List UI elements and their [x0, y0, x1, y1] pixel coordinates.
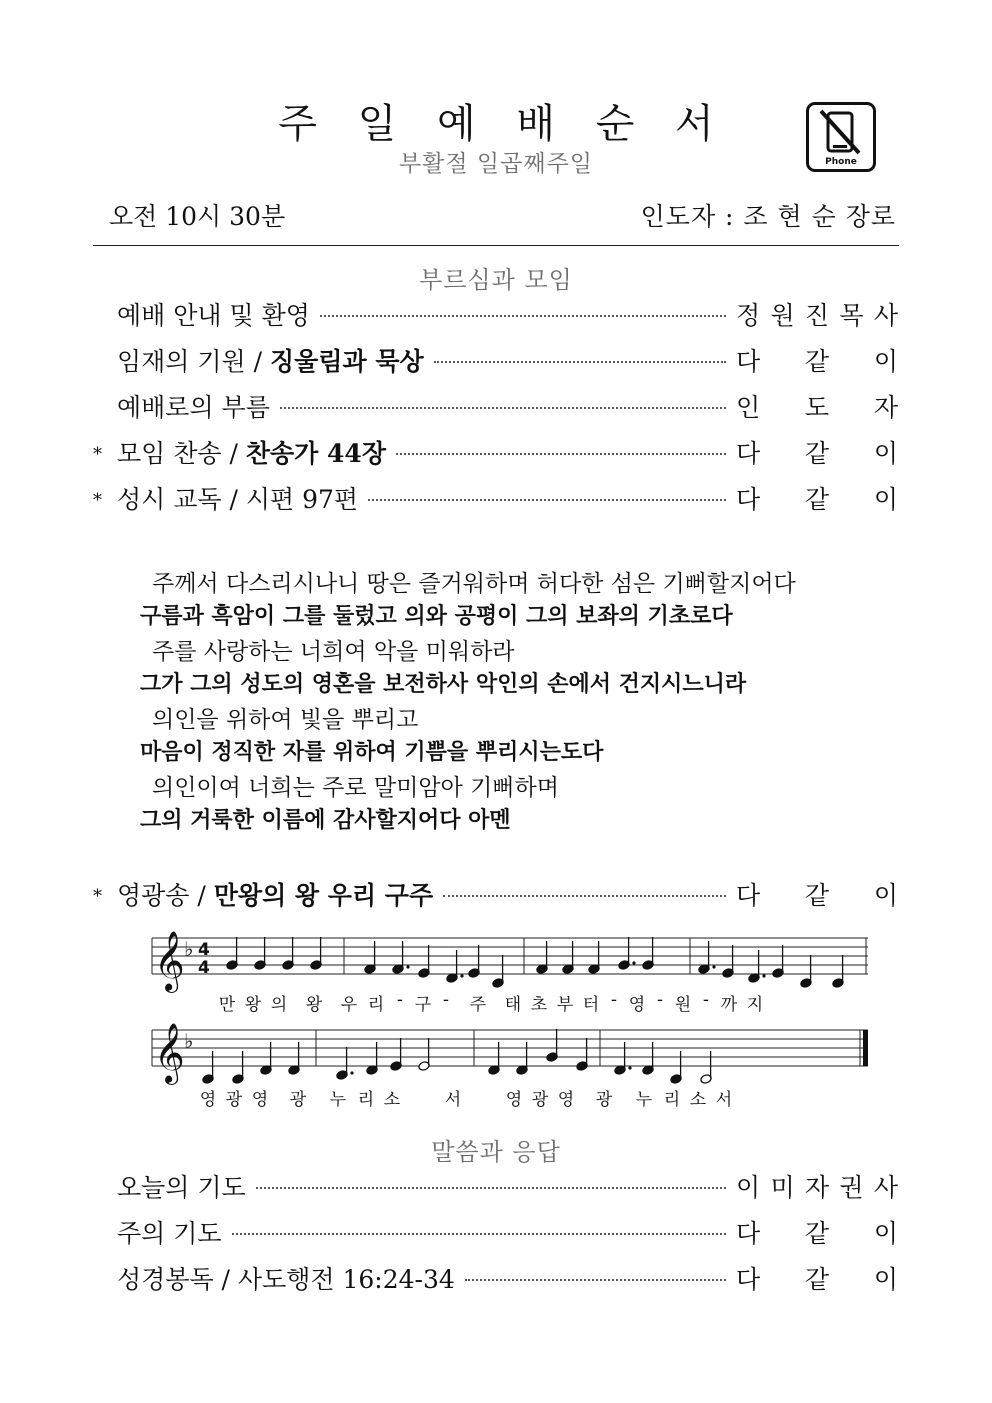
dot-leader: [280, 407, 726, 409]
lyric-syllable: -: [702, 990, 710, 1010]
order-item-label: 예배 안내 및 환영: [117, 301, 310, 330]
order-item-word: [93, 1260, 898, 1298]
lyric-syllable: -: [610, 990, 618, 1010]
lyric-syllable: 리: [663, 1090, 681, 1110]
score-lyrics-line2: [195, 1085, 737, 1110]
order-item-gathering: [93, 434, 898, 472]
order-item-label: 성경봉독 / 사도행전 16:24-34: [117, 1265, 455, 1294]
order-item-responder: 다 같 이: [736, 485, 898, 514]
flat-key-icon: ♭: [184, 1029, 194, 1053]
dot-leader: [368, 499, 726, 501]
order-item-label: 오늘의 기도: [117, 1173, 246, 1202]
lyric-syllable: 의: [270, 995, 288, 1015]
lyric-syllable: 리: [367, 995, 385, 1015]
lyric-syllable: -: [396, 990, 404, 1010]
time-signature-top: 4: [198, 940, 210, 960]
lyric-syllable: 만: [218, 995, 236, 1015]
order-item-responder: 이 미 자 권 사: [736, 1173, 898, 1202]
lyric-syllable: 서: [444, 1090, 462, 1110]
lyric-syllable: 우: [340, 995, 358, 1015]
psalm-congregation-line: 구름과 흑암이 그를 둘렀고 의와 공평이 그의 보좌의 기초로다: [140, 604, 733, 629]
order-item-gathering: [93, 342, 898, 380]
lyric-syllable: 까: [720, 995, 738, 1015]
header-divider: [93, 245, 899, 246]
page-title: 주 일 예 배 순 서: [278, 101, 728, 147]
page-subtitle: 부활절 일곱째주일: [398, 151, 594, 177]
treble-clef-icon: 𝄞: [154, 931, 185, 991]
lyric-syllable: 광: [225, 1090, 243, 1110]
order-item-responder: 다 같 이: [736, 1265, 898, 1294]
flat-key-icon: ♭: [184, 937, 194, 961]
section-heading-word: 말씀과 응답: [431, 1138, 561, 1166]
section-heading-gathering: 부르심과 모임: [419, 266, 573, 294]
order-item-gathering: [93, 296, 898, 334]
order-item-emphasis: 찬송가 44장: [245, 439, 386, 468]
order-item-responder: 다 같 이: [736, 1219, 898, 1248]
psalm-leader-line: 주를 사랑하는 너희여 악을 미워하라: [152, 639, 515, 665]
dot-leader: [443, 895, 726, 897]
lyric-syllable: 왕: [305, 995, 323, 1015]
lyric-syllable: 영: [557, 1090, 575, 1110]
lyric-syllable: 소: [689, 1090, 707, 1110]
order-item-gathering: [93, 480, 898, 518]
order-item-responder: 다 같 이: [736, 439, 898, 468]
psalm-leader-line: 의인을 위하여 빛을 뿌리고: [152, 707, 419, 733]
order-item-label: 예배로의 부름: [117, 393, 270, 422]
lyric-syllable: 원: [674, 995, 692, 1015]
order-item-doxology: [93, 876, 898, 914]
order-item-word: [93, 1168, 898, 1206]
lyric-syllable: 소: [383, 1090, 401, 1110]
lyric-syllable: 영: [199, 1090, 217, 1110]
lyric-syllable: -: [656, 990, 664, 1010]
lyric-syllable: 구: [414, 995, 432, 1015]
lyric-syllable: 주: [469, 995, 487, 1015]
order-item-label: 임재의 기원 / 징울림과 묵상: [117, 347, 424, 376]
lyric-syllable: 터: [582, 995, 600, 1015]
lyric-syllable: 부: [556, 995, 574, 1015]
lyric-syllable: -: [442, 990, 450, 1010]
psalm-congregation-line: 마음이 정직한 자를 위하여 기쁨을 뿌리시는도다: [140, 740, 604, 765]
dot-leader: [396, 453, 726, 455]
order-item-gathering: [93, 388, 898, 426]
lyric-syllable: 영: [251, 1090, 269, 1110]
required-standing-mark: *: [93, 490, 102, 511]
score-lyrics-line1: [214, 990, 768, 1015]
dot-leader: [320, 315, 726, 317]
lyric-syllable: 광: [595, 1090, 613, 1110]
lyric-syllable: 지: [746, 995, 764, 1015]
lyric-syllable: 누: [635, 1090, 653, 1110]
lyric-syllable: 리: [357, 1090, 375, 1110]
service-time: 오전 10시 30분: [109, 202, 286, 231]
dot-leader: [256, 1187, 726, 1189]
treble-clef-icon: 𝄞: [154, 1023, 185, 1083]
lyric-syllable: 영: [505, 1090, 523, 1110]
lyric-syllable: 태: [504, 995, 522, 1015]
lyric-syllable: 왕: [244, 995, 262, 1015]
dot-leader: [434, 361, 726, 363]
order-item-responder: 인 도 자: [736, 393, 898, 422]
dot-leader: [465, 1279, 726, 1281]
no-phone-icon: [806, 102, 876, 172]
order-item-label: 성시 교독 / 시편 97편: [117, 485, 359, 514]
lyric-syllable: 서: [715, 1090, 733, 1110]
order-item-label: 모임 찬송 / 찬송가 44장: [117, 439, 386, 468]
order-item-emphasis: 만왕의 왕 우리 구주: [213, 881, 434, 910]
phone-label: Phone: [825, 157, 857, 167]
required-standing-mark: *: [93, 886, 102, 907]
psalm-leader-line: 의인이여 너희는 주로 말미암아 기뻐하며: [152, 775, 559, 801]
order-item-emphasis: 징울림과 묵상: [270, 347, 424, 376]
lyric-syllable: 초: [530, 995, 548, 1015]
order-item-responder: 다 같 이: [736, 881, 898, 910]
required-standing-mark: *: [93, 444, 102, 465]
lyric-syllable: 누: [329, 1090, 347, 1110]
order-item-responder: 다 같 이: [736, 347, 898, 376]
order-item-label: 주의 기도: [117, 1219, 222, 1248]
dot-leader: [232, 1233, 726, 1235]
psalm-leader-line: 주께서 다스리시나니 땅은 즐거워하며 허다한 섬은 기뻐할지어다: [152, 571, 796, 597]
time-signature-bottom: 4: [198, 958, 210, 978]
lyric-syllable: 영: [628, 995, 646, 1015]
order-item-word: [93, 1214, 898, 1252]
psalm-congregation-line: 그의 거룩한 이름에 감사할지어다 아멘: [140, 808, 511, 833]
order-item-label: 영광송 / 만왕의 왕 우리 구주: [117, 881, 434, 910]
lyric-syllable: 광: [531, 1090, 549, 1110]
order-item-responder: 정 원 진 목 사: [736, 301, 898, 330]
lyric-syllable: 광: [289, 1090, 307, 1110]
service-leader: 인도자 : 조 현 순 장로: [640, 202, 896, 231]
psalm-congregation-line: 그가 그의 성도의 영혼을 보전하사 악인의 손에서 건지시느니라: [140, 672, 747, 697]
